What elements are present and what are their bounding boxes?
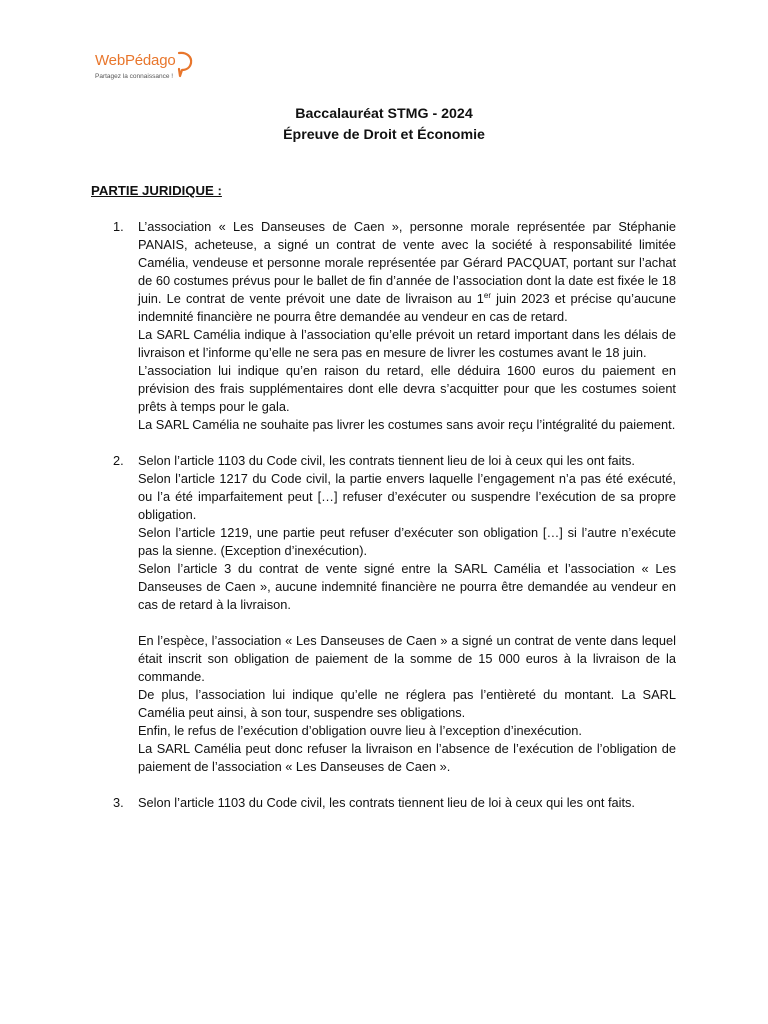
speech-bubble-icon: [176, 50, 194, 80]
item-body: [138, 218, 676, 434]
superscript: er: [483, 291, 492, 300]
paragraph: Selon l’article 1103 du Code civil, les contrats tiennent lieu de loi à ceux qui les ont faits.: [138, 453, 635, 468]
paragraph: De plus, l’association lui indique qu’elle ne réglera pas l’entièreté du montant. La SARL Camélia peut ainsi, à son tour, suspendre ses obligations.: [138, 687, 676, 720]
paragraph: La SARL Camélia ne souhaite pas livrer les costumes sans avoir reçu l’intégralité du paiement.: [138, 417, 676, 432]
paragraph: La SARL Camélia indique à l’association qu’elle prévoit un retard important dans les délais de livraison et l’informe qu’elle ne sera pas en mesure de livrer les costumes avant le 18 juin.: [138, 327, 676, 360]
paragraph: L’association « Les Danseuses de Caen », personne morale représentée par Stéphanie PANAIS, acheteuse, a signé un contrat de vente avec la société à responsabilité limitée Camélia, vendeuse et personne morale représentée par Gérard PACQUAT, portant sur l’achat de 60 costumes prévus pour le ballet de fin d’année de l’association dont la date est fixée le 18 juin. Le contrat de vente prévoit une date de livraison au 1er juin 2023 et précise qu’aucune indemnité financière ne pourra être demandée au vendeur en cas de retard.: [138, 219, 676, 324]
numbered-list: [0, 218, 768, 830]
document-title: Baccalauréat STMG - 2024: [295, 106, 473, 122]
paragraph: Selon l’article 1217 du Code civil, la partie envers laquelle l’engagement n’a pas été exécuté, ou l’a été imparfaitement peut […] refuser d’exécuter ou suspendre l’exécution de sa propre obligation.: [138, 471, 676, 522]
paragraph: La SARL Camélia peut donc refuser la livraison en l’absence de l’exécution de l’obligation de paiement de l’association « Les Danseuses de Caen ».: [138, 741, 676, 774]
paragraph: En l’espèce, l’association « Les Danseuses de Caen » a signé un contrat de vente dans lequel était inscrit son obligation de paiement de la somme de 15 000 euros à la livraison de la commande.: [138, 633, 676, 684]
list-item: [0, 452, 768, 776]
paragraph: Selon l’article 1103 du Code civil, les contrats tiennent lieu de loi à ceux qui les ont faits.: [138, 795, 635, 810]
item-body: [138, 794, 676, 812]
paragraph: Selon l’article 1219, une partie peut refuser d’exécuter son obligation […] si l’autre n’exécute pas la sienne. (Exception d’inexécution).: [138, 525, 676, 558]
item-number: 3.: [113, 795, 124, 810]
webpedago-logo: [92, 50, 202, 86]
paragraph: Selon l’article 3 du contrat de vente signé entre la SARL Camélia et l’association « Les Danseuses de Caen », aucune indemnité financière ne pourra être demandée au vendeur en cas de retard à la livraison.: [138, 561, 676, 612]
list-item: [0, 218, 768, 434]
section-heading: PARTIE JURIDIQUE :: [91, 183, 222, 198]
paragraph: L’association lui indique qu’en raison du retard, elle déduira 1600 euros du paiement en prévision des frais supplémentaires dont elle devra s’acquitter pour que les costumes soient prêts à temps pour le gala.: [138, 363, 676, 414]
list-item: [0, 794, 768, 812]
logo-tagline: Partagez la connaissance !: [95, 73, 174, 80]
logo-name: WebPédago: [95, 52, 176, 69]
paragraph: Enfin, le refus de l’exécution d’obligation ouvre lieu à l’exception d’inexécution.: [138, 723, 582, 738]
item-number: 1.: [113, 219, 124, 234]
item-number: 2.: [113, 453, 124, 468]
item-body: [138, 452, 676, 776]
document-subtitle: Épreuve de Droit et Économie: [283, 127, 485, 143]
